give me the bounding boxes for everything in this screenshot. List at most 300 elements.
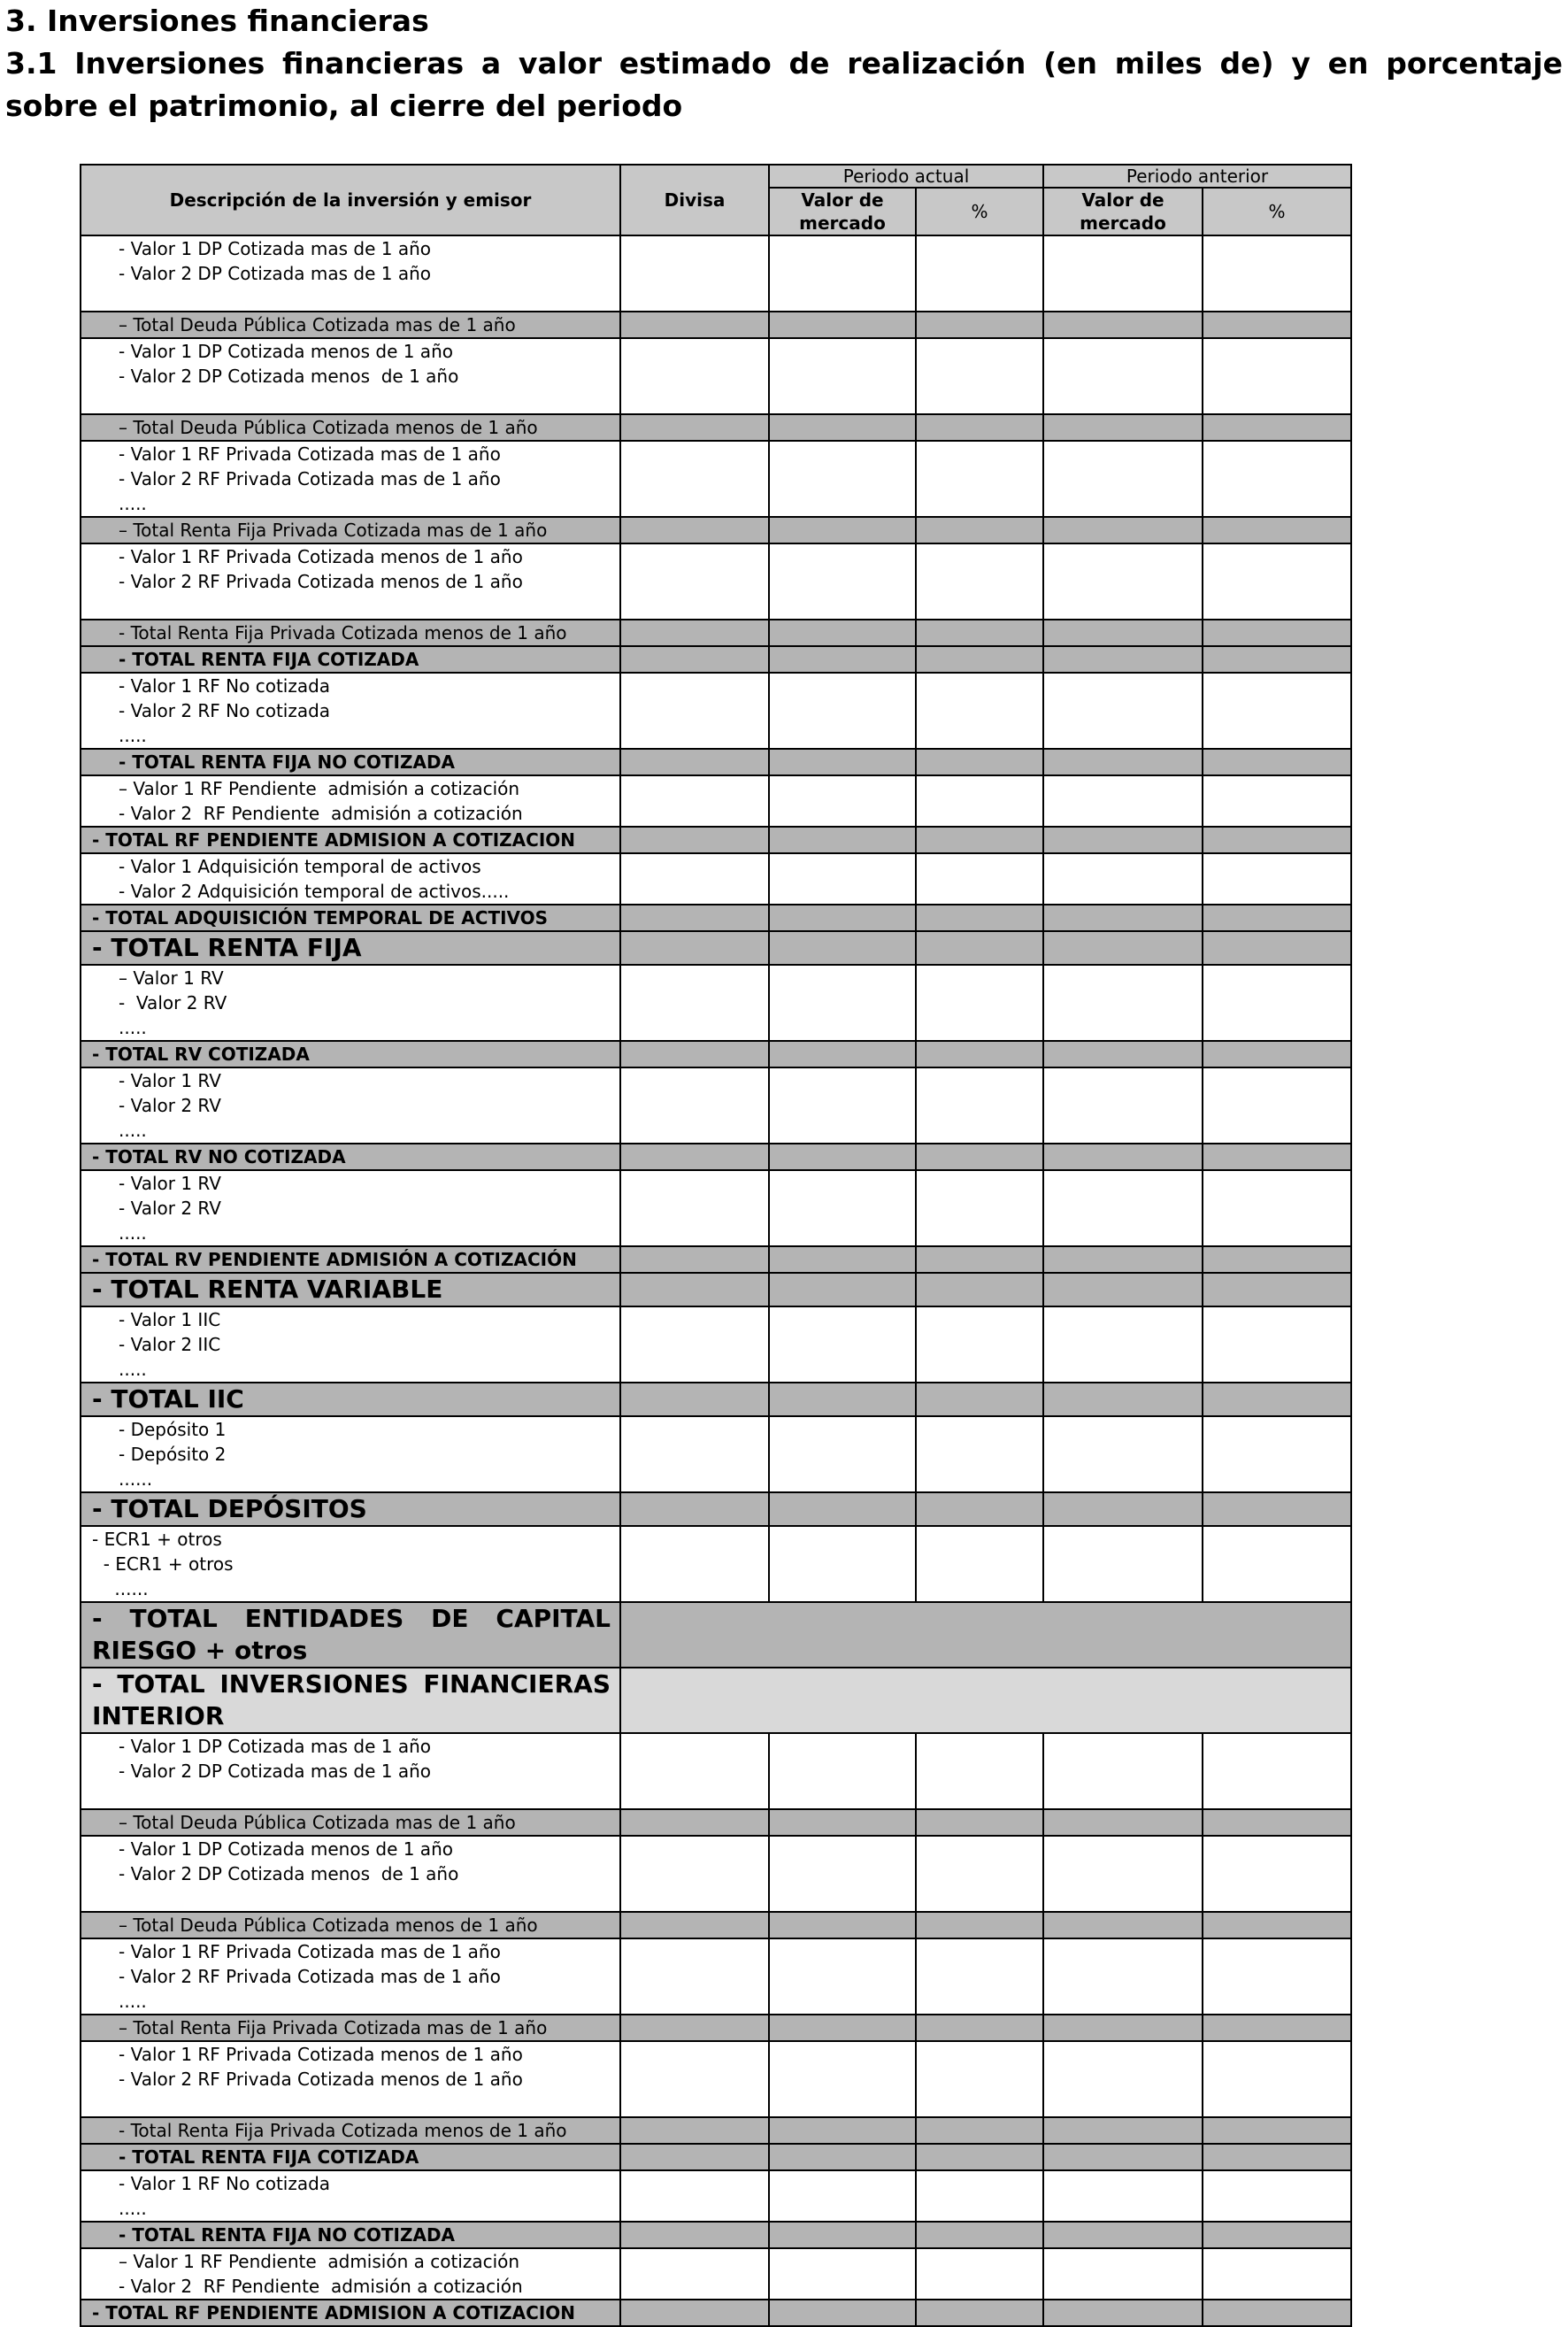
cell-valor-anterior bbox=[1043, 2222, 1203, 2248]
cell-pct-actual bbox=[916, 2222, 1043, 2248]
row-description bbox=[81, 1170, 620, 1246]
row-description: - TOTAL RENTA VARIABLE bbox=[81, 1273, 620, 1306]
cell-valor-actual bbox=[769, 1492, 916, 1526]
cell-pct-actual bbox=[916, 2015, 1043, 2041]
cell-pct-actual bbox=[916, 673, 1043, 749]
row-description: - TOTAL RV COTIZADA bbox=[81, 1041, 620, 1067]
cell-valor-actual bbox=[769, 2222, 916, 2248]
row-description bbox=[81, 1733, 620, 1809]
cell-pct-anterior bbox=[1203, 2041, 1351, 2117]
cell-divisa bbox=[620, 235, 769, 312]
cell-pct-actual bbox=[916, 2041, 1043, 2117]
cell-pct-actual bbox=[916, 235, 1043, 312]
row-line: - Valor 1 RV bbox=[119, 1070, 221, 1091]
cell-divisa bbox=[620, 775, 769, 827]
cell-pct-anterior bbox=[1203, 2300, 1351, 2326]
row-line: - Depósito 1 bbox=[119, 1419, 227, 1440]
total-row bbox=[81, 2015, 1351, 2041]
cell-divisa bbox=[620, 2300, 769, 2326]
cell-valor-anterior bbox=[1043, 931, 1203, 965]
cell-pct-actual bbox=[916, 646, 1043, 673]
cell-pct-anterior bbox=[1203, 1273, 1351, 1306]
cell-divisa bbox=[620, 1144, 769, 1170]
cell-divisa bbox=[620, 312, 769, 338]
total-row bbox=[81, 2117, 1351, 2144]
cell-valor-actual bbox=[769, 1383, 916, 1416]
table-row bbox=[81, 2170, 1351, 2222]
cell-valor-anterior bbox=[1043, 312, 1203, 338]
cell-valor-anterior bbox=[1043, 965, 1203, 1041]
cell-pct-anterior bbox=[1203, 1836, 1351, 1912]
cell-valor-actual bbox=[769, 414, 916, 441]
cell-pct-actual bbox=[916, 2248, 1043, 2300]
row-description bbox=[81, 1836, 620, 1912]
row-values-merged bbox=[620, 1668, 1351, 1733]
row-line: - Valor 1 RF Privada Cotizada mas de 1 año bbox=[119, 443, 501, 465]
cell-pct-anterior bbox=[1203, 1938, 1351, 2015]
cell-valor-anterior bbox=[1043, 853, 1203, 905]
total-row bbox=[81, 414, 1351, 441]
cell-valor-actual bbox=[769, 1170, 916, 1246]
row-description bbox=[81, 338, 620, 414]
cell-pct-actual bbox=[916, 2170, 1043, 2222]
cell-valor-anterior bbox=[1043, 775, 1203, 827]
cell-pct-anterior bbox=[1203, 517, 1351, 543]
row-line: ..... bbox=[119, 493, 147, 514]
row-line: - Valor 1 DP Cotizada menos de 1 año bbox=[119, 341, 453, 362]
cell-valor-anterior bbox=[1043, 1273, 1203, 1306]
cell-pct-actual bbox=[916, 414, 1043, 441]
cell-pct-actual bbox=[916, 931, 1043, 965]
cell-valor-actual bbox=[769, 1273, 916, 1306]
cell-valor-anterior bbox=[1043, 1306, 1203, 1383]
cell-divisa bbox=[620, 620, 769, 646]
cell-pct-anterior bbox=[1203, 1912, 1351, 1938]
row-line: - Valor 2 RF Privada Cotizada menos de 1 año bbox=[119, 2069, 523, 2090]
cell-valor-actual bbox=[769, 543, 916, 620]
cell-pct-anterior bbox=[1203, 1246, 1351, 1273]
cell-divisa bbox=[620, 931, 769, 965]
cell-valor-anterior bbox=[1043, 1416, 1203, 1492]
cell-pct-anterior bbox=[1203, 905, 1351, 931]
row-line: - Valor 2 RF No cotizada bbox=[119, 700, 331, 721]
cell-pct-anterior bbox=[1203, 235, 1351, 312]
row-line: - Valor 2 DP Cotizada menos de 1 año bbox=[119, 1863, 459, 1884]
cell-pct-actual bbox=[916, 1836, 1043, 1912]
cell-pct-actual bbox=[916, 1067, 1043, 1144]
cell-pct-actual bbox=[916, 1273, 1043, 1306]
cell-pct-anterior bbox=[1203, 2117, 1351, 2144]
cell-valor-actual bbox=[769, 1809, 916, 1836]
row-description: – Total Renta Fija Privada Cotizada mas de 1 año bbox=[81, 2015, 620, 2041]
row-line: - Valor 2 RF Privada Cotizada mas de 1 año bbox=[119, 468, 501, 489]
cell-valor-actual bbox=[769, 2144, 916, 2170]
cell-divisa bbox=[620, 543, 769, 620]
cell-divisa bbox=[620, 965, 769, 1041]
row-line: ...... bbox=[119, 1468, 153, 1490]
cell-valor-actual bbox=[769, 1912, 916, 1938]
cell-pct-actual bbox=[916, 312, 1043, 338]
cell-divisa bbox=[620, 646, 769, 673]
header-periodo-actual: Periodo actual bbox=[769, 165, 1043, 188]
cell-pct-actual bbox=[916, 1938, 1043, 2015]
cell-divisa bbox=[620, 1273, 769, 1306]
cell-valor-anterior bbox=[1043, 1383, 1203, 1416]
cell-valor-anterior bbox=[1043, 1170, 1203, 1246]
row-description: – Total Deuda Pública Cotizada mas de 1 año bbox=[81, 1809, 620, 1836]
header-pct-anterior: % bbox=[1203, 188, 1351, 235]
row-line: ..... bbox=[119, 1017, 147, 1038]
cell-pct-anterior bbox=[1203, 853, 1351, 905]
row-values-merged bbox=[620, 1602, 1351, 1668]
cell-valor-anterior bbox=[1043, 543, 1203, 620]
cell-divisa bbox=[620, 414, 769, 441]
cell-divisa bbox=[620, 853, 769, 905]
cell-pct-anterior bbox=[1203, 2248, 1351, 2300]
cell-pct-actual bbox=[916, 2117, 1043, 2144]
row-line: - ECR1 + otros bbox=[92, 1529, 222, 1550]
cell-divisa bbox=[620, 1733, 769, 1809]
cell-valor-anterior bbox=[1043, 517, 1203, 543]
cell-valor-anterior bbox=[1043, 1809, 1203, 1836]
table-row bbox=[81, 235, 1351, 312]
cell-valor-anterior bbox=[1043, 646, 1203, 673]
cell-divisa bbox=[620, 338, 769, 414]
table-row bbox=[81, 1067, 1351, 1144]
table-row bbox=[81, 673, 1351, 749]
row-description: - TOTAL RENTA FIJA COTIZADA bbox=[81, 646, 620, 673]
cell-pct-anterior bbox=[1203, 2222, 1351, 2248]
row-line bbox=[119, 1886, 619, 1911]
table-row bbox=[81, 1938, 1351, 2015]
table-row bbox=[81, 1733, 1351, 1809]
row-description: - TOTAL ENTIDADES DE CAPITAL RIESGO + otros bbox=[81, 1602, 620, 1668]
row-description: - TOTAL IIC bbox=[81, 1383, 620, 1416]
cell-pct-actual bbox=[916, 1246, 1043, 1273]
row-line: - Valor 2 RF Pendiente admisión a cotización bbox=[119, 2276, 523, 2297]
row-description bbox=[81, 441, 620, 517]
row-line: - ECR1 + otros bbox=[92, 1553, 234, 1575]
cell-pct-actual bbox=[916, 1733, 1043, 1809]
cell-pct-anterior bbox=[1203, 414, 1351, 441]
cell-pct-anterior bbox=[1203, 2170, 1351, 2222]
total-row bbox=[81, 1668, 1351, 1733]
row-line: ..... bbox=[119, 1359, 147, 1380]
cell-valor-anterior bbox=[1043, 2117, 1203, 2144]
cell-valor-actual bbox=[769, 235, 916, 312]
table-row bbox=[81, 1526, 1351, 1602]
row-description: - TOTAL DEPÓSITOS bbox=[81, 1492, 620, 1526]
total-row bbox=[81, 517, 1351, 543]
row-line: - Valor 1 DP Cotizada mas de 1 año bbox=[119, 238, 432, 259]
cell-valor-actual bbox=[769, 441, 916, 517]
row-description: - TOTAL RV NO COTIZADA bbox=[81, 1144, 620, 1170]
cell-valor-anterior bbox=[1043, 338, 1203, 414]
row-description bbox=[81, 775, 620, 827]
cell-valor-anterior bbox=[1043, 2300, 1203, 2326]
cell-valor-actual bbox=[769, 2248, 916, 2300]
row-line bbox=[119, 286, 619, 311]
cell-pct-actual bbox=[916, 1383, 1043, 1416]
cell-divisa bbox=[620, 441, 769, 517]
row-description bbox=[81, 235, 620, 312]
row-description bbox=[81, 543, 620, 620]
cell-pct-actual bbox=[916, 338, 1043, 414]
row-description: – Total Deuda Pública Cotizada menos de 1 año bbox=[81, 414, 620, 441]
row-line: ..... bbox=[119, 725, 147, 746]
cell-valor-actual bbox=[769, 1246, 916, 1273]
row-line: - Valor 2 RV bbox=[119, 1095, 221, 1116]
cell-pct-anterior bbox=[1203, 2144, 1351, 2170]
cell-valor-anterior bbox=[1043, 749, 1203, 775]
cell-valor-actual bbox=[769, 2041, 916, 2117]
cell-valor-actual bbox=[769, 827, 916, 853]
cell-pct-actual bbox=[916, 2144, 1043, 2170]
cell-valor-actual bbox=[769, 2117, 916, 2144]
cell-valor-actual bbox=[769, 853, 916, 905]
cell-valor-anterior bbox=[1043, 2170, 1203, 2222]
row-description: - TOTAL INVERSIONES FINANCIERAS INTERIOR bbox=[81, 1668, 620, 1733]
row-description: - TOTAL RENTA FIJA bbox=[81, 931, 620, 965]
cell-pct-actual bbox=[916, 905, 1043, 931]
cell-pct-anterior bbox=[1203, 827, 1351, 853]
row-line: - Valor 2 RV bbox=[119, 992, 227, 1013]
cell-valor-actual bbox=[769, 1526, 916, 1602]
cell-valor-anterior bbox=[1043, 1912, 1203, 1938]
header-valor-mercado-anterior: Valor de mercado bbox=[1043, 188, 1203, 235]
cell-pct-actual bbox=[916, 775, 1043, 827]
cell-pct-actual bbox=[916, 517, 1043, 543]
cell-valor-actual bbox=[769, 2300, 916, 2326]
table-row bbox=[81, 543, 1351, 620]
table-row bbox=[81, 1170, 1351, 1246]
cell-pct-actual bbox=[916, 1041, 1043, 1067]
table-row bbox=[81, 2041, 1351, 2117]
cell-valor-anterior bbox=[1043, 2248, 1203, 2300]
cell-divisa bbox=[620, 905, 769, 931]
header-pct-actual: % bbox=[916, 188, 1043, 235]
total-row bbox=[81, 1492, 1351, 1526]
cell-valor-actual bbox=[769, 931, 916, 965]
total-row bbox=[81, 2300, 1351, 2326]
total-row bbox=[81, 931, 1351, 965]
cell-valor-actual bbox=[769, 1067, 916, 1144]
cell-pct-actual bbox=[916, 2300, 1043, 2326]
cell-valor-actual bbox=[769, 749, 916, 775]
cell-pct-actual bbox=[916, 1912, 1043, 1938]
cell-pct-anterior bbox=[1203, 1067, 1351, 1144]
cell-pct-actual bbox=[916, 1144, 1043, 1170]
row-description bbox=[81, 1416, 620, 1492]
table-row bbox=[81, 441, 1351, 517]
row-description: – Total Deuda Pública Cotizada menos de 1 año bbox=[81, 1912, 620, 1938]
row-line bbox=[119, 2092, 619, 2116]
cell-pct-actual bbox=[916, 441, 1043, 517]
cell-valor-anterior bbox=[1043, 827, 1203, 853]
cell-valor-anterior bbox=[1043, 441, 1203, 517]
row-line: ..... bbox=[119, 1222, 147, 1244]
row-line: - Valor 2 DP Cotizada mas de 1 año bbox=[119, 263, 432, 284]
row-description bbox=[81, 1306, 620, 1383]
cell-valor-anterior bbox=[1043, 2041, 1203, 2117]
cell-divisa bbox=[620, 2117, 769, 2144]
cell-pct-anterior bbox=[1203, 1416, 1351, 1492]
header-divisa: Divisa bbox=[620, 165, 769, 235]
table-row bbox=[81, 853, 1351, 905]
cell-valor-anterior bbox=[1043, 1041, 1203, 1067]
row-line: - Valor 2 RF Pendiente admisión a cotización bbox=[119, 803, 523, 824]
cell-divisa bbox=[620, 749, 769, 775]
cell-divisa bbox=[620, 1526, 769, 1602]
cell-divisa bbox=[620, 1809, 769, 1836]
table-row bbox=[81, 1306, 1351, 1383]
cell-divisa bbox=[620, 1416, 769, 1492]
cell-valor-actual bbox=[769, 673, 916, 749]
cell-valor-actual bbox=[769, 517, 916, 543]
row-description bbox=[81, 2248, 620, 2300]
total-row bbox=[81, 1273, 1351, 1306]
cell-pct-anterior bbox=[1203, 965, 1351, 1041]
row-line: ..... bbox=[119, 2198, 147, 2219]
total-row bbox=[81, 1602, 1351, 1668]
cell-divisa bbox=[620, 1492, 769, 1526]
row-line bbox=[119, 1784, 619, 1808]
cell-pct-actual bbox=[916, 1306, 1043, 1383]
cell-valor-anterior bbox=[1043, 2015, 1203, 2041]
total-row bbox=[81, 749, 1351, 775]
row-line: ..... bbox=[119, 1120, 147, 1141]
row-line: – Valor 1 RV bbox=[119, 967, 224, 989]
cell-pct-anterior bbox=[1203, 1733, 1351, 1809]
cell-valor-actual bbox=[769, 2015, 916, 2041]
total-row bbox=[81, 1144, 1351, 1170]
cell-pct-actual bbox=[916, 543, 1043, 620]
row-description: - TOTAL RF PENDIENTE ADMISION A COTIZACION bbox=[81, 827, 620, 853]
cell-pct-anterior bbox=[1203, 775, 1351, 827]
cell-divisa bbox=[620, 2222, 769, 2248]
cell-valor-actual bbox=[769, 965, 916, 1041]
row-line: - Valor 1 IIC bbox=[119, 1309, 221, 1330]
cell-valor-actual bbox=[769, 775, 916, 827]
cell-valor-anterior bbox=[1043, 1144, 1203, 1170]
investments-table bbox=[80, 164, 1352, 2327]
cell-pct-anterior bbox=[1203, 1041, 1351, 1067]
cell-divisa bbox=[620, 1170, 769, 1246]
row-description bbox=[81, 2041, 620, 2117]
cell-valor-actual bbox=[769, 338, 916, 414]
cell-valor-anterior bbox=[1043, 1526, 1203, 1602]
cell-pct-actual bbox=[916, 749, 1043, 775]
cell-valor-anterior bbox=[1043, 1938, 1203, 2015]
table-row bbox=[81, 775, 1351, 827]
row-description: - Total Renta Fija Privada Cotizada menos de 1 año bbox=[81, 620, 620, 646]
row-line: - Valor 2 RV bbox=[119, 1198, 221, 1219]
row-line: - Valor 1 RF No cotizada bbox=[119, 2173, 331, 2194]
total-row bbox=[81, 1383, 1351, 1416]
row-line: - Valor 1 DP Cotizada mas de 1 año bbox=[119, 1736, 432, 1757]
header-valor-mercado-actual: Valor de mercado bbox=[769, 188, 916, 235]
cell-valor-actual bbox=[769, 1733, 916, 1809]
row-line: - Valor 1 RV bbox=[119, 1173, 221, 1194]
cell-pct-anterior bbox=[1203, 1170, 1351, 1246]
cell-divisa bbox=[620, 827, 769, 853]
total-row bbox=[81, 646, 1351, 673]
row-line: - Valor 2 Adquisición temporal de activos..... bbox=[119, 881, 510, 902]
cell-pct-anterior bbox=[1203, 338, 1351, 414]
cell-valor-actual bbox=[769, 646, 916, 673]
table-row bbox=[81, 965, 1351, 1041]
cell-divisa bbox=[620, 1306, 769, 1383]
cell-valor-anterior bbox=[1043, 1246, 1203, 1273]
cell-valor-anterior bbox=[1043, 2144, 1203, 2170]
row-description bbox=[81, 1938, 620, 2015]
row-description bbox=[81, 1067, 620, 1144]
total-row bbox=[81, 2144, 1351, 2170]
cell-pct-actual bbox=[916, 853, 1043, 905]
total-row bbox=[81, 1041, 1351, 1067]
row-line: - Valor 2 IIC bbox=[119, 1334, 221, 1355]
cell-pct-anterior bbox=[1203, 673, 1351, 749]
cell-valor-anterior bbox=[1043, 1836, 1203, 1912]
cell-pct-actual bbox=[916, 1492, 1043, 1526]
cell-pct-anterior bbox=[1203, 646, 1351, 673]
cell-divisa bbox=[620, 1938, 769, 2015]
cell-valor-actual bbox=[769, 1144, 916, 1170]
table-row bbox=[81, 1836, 1351, 1912]
row-description: - TOTAL RENTA FIJA NO COTIZADA bbox=[81, 2222, 620, 2248]
row-description bbox=[81, 1526, 620, 1602]
total-row bbox=[81, 1809, 1351, 1836]
cell-divisa bbox=[620, 673, 769, 749]
cell-pct-actual bbox=[916, 620, 1043, 646]
cell-divisa bbox=[620, 2248, 769, 2300]
row-description bbox=[81, 2170, 620, 2222]
cell-divisa bbox=[620, 1246, 769, 1273]
row-description: - TOTAL RENTA FIJA NO COTIZADA bbox=[81, 749, 620, 775]
cell-pct-anterior bbox=[1203, 1306, 1351, 1383]
header-descripcion: Descripción de la inversión y emisor bbox=[81, 165, 620, 235]
cell-pct-anterior bbox=[1203, 543, 1351, 620]
row-line: ...... bbox=[92, 1578, 149, 1599]
total-row bbox=[81, 1246, 1351, 1273]
cell-pct-anterior bbox=[1203, 2015, 1351, 2041]
cell-pct-actual bbox=[916, 965, 1043, 1041]
row-description: – Total Deuda Pública Cotizada mas de 1 año bbox=[81, 312, 620, 338]
row-line bbox=[119, 389, 619, 413]
total-row bbox=[81, 905, 1351, 931]
cell-divisa bbox=[620, 2144, 769, 2170]
cell-divisa bbox=[620, 2170, 769, 2222]
row-line: - Valor 1 RF No cotizada bbox=[119, 675, 331, 697]
row-line: - Valor 1 DP Cotizada menos de 1 año bbox=[119, 1838, 453, 1860]
cell-valor-anterior bbox=[1043, 1733, 1203, 1809]
row-description bbox=[81, 673, 620, 749]
total-row bbox=[81, 1912, 1351, 1938]
row-line: - Valor 2 RF Privada Cotizada mas de 1 año bbox=[119, 1966, 501, 1987]
header-periodo-anterior: Periodo anterior bbox=[1043, 165, 1351, 188]
row-description: - Total Renta Fija Privada Cotizada menos de 1 año bbox=[81, 2117, 620, 2144]
cell-valor-actual bbox=[769, 620, 916, 646]
row-line: - Valor 1 RF Privada Cotizada menos de 1 año bbox=[119, 546, 523, 567]
cell-valor-actual bbox=[769, 2170, 916, 2222]
cell-pct-anterior bbox=[1203, 1144, 1351, 1170]
cell-valor-anterior bbox=[1043, 235, 1203, 312]
table-row bbox=[81, 1416, 1351, 1492]
cell-valor-actual bbox=[769, 1938, 916, 2015]
row-line: - Depósito 2 bbox=[119, 1444, 227, 1465]
row-description: – Total Renta Fija Privada Cotizada mas de 1 año bbox=[81, 517, 620, 543]
cell-pct-anterior bbox=[1203, 312, 1351, 338]
